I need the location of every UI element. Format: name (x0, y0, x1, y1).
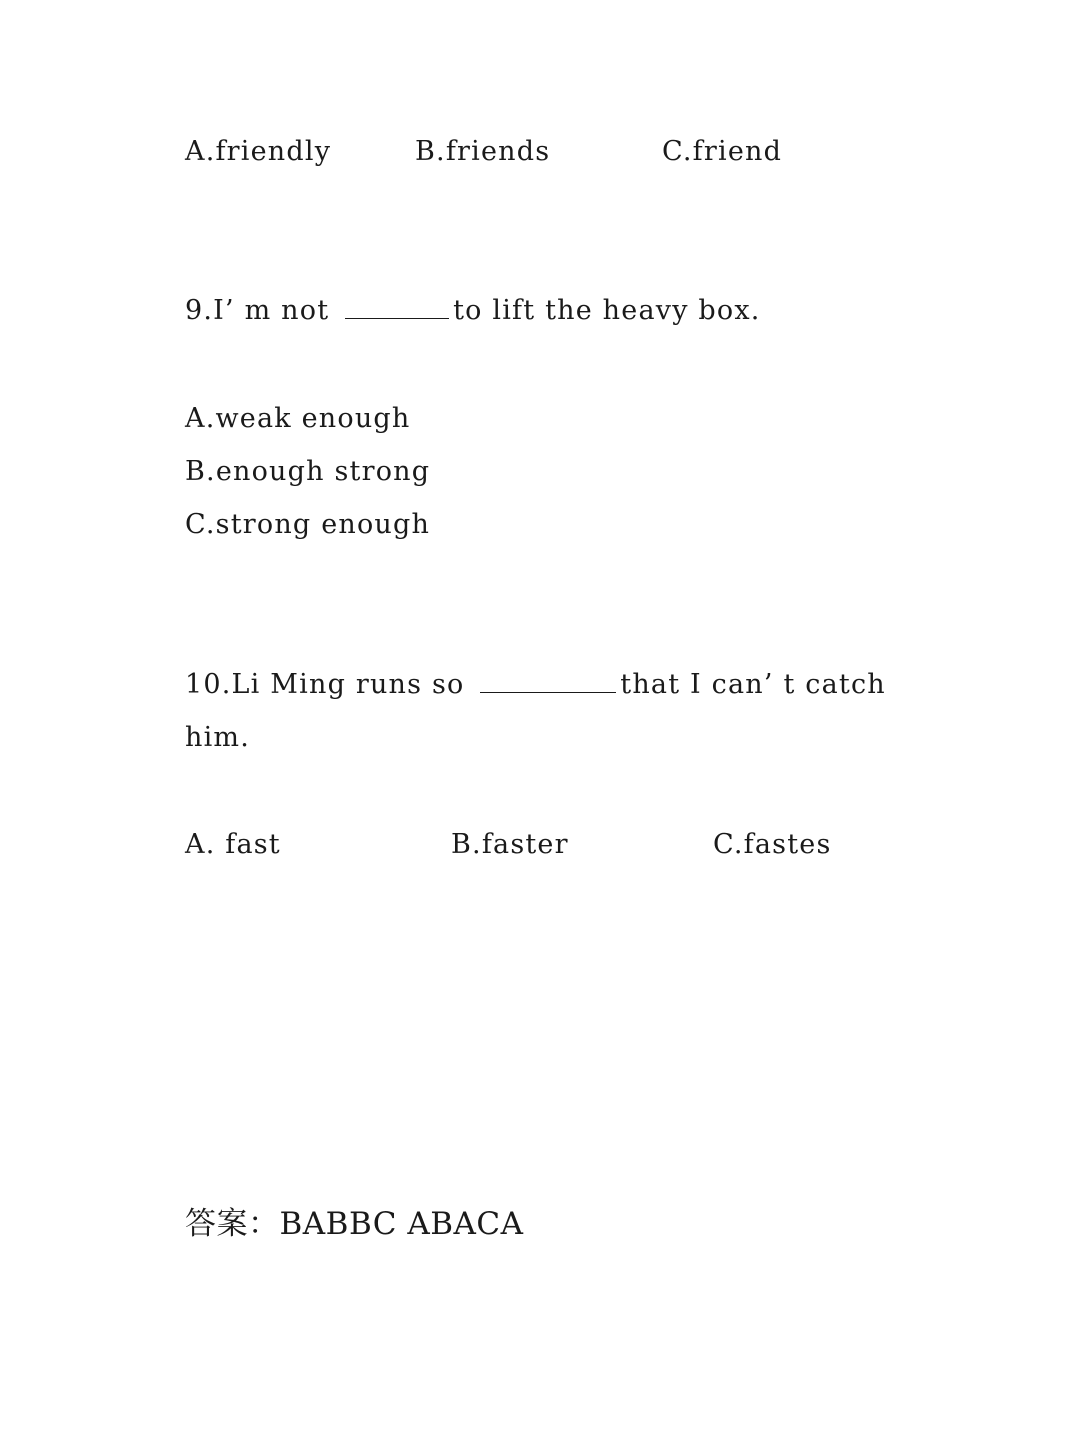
q8-option-c: C.friend (662, 136, 783, 167)
q9-stem (185, 297, 761, 324)
q10-text-after: that I can’ t catch (620, 669, 886, 700)
q10-number: 10. (185, 669, 232, 700)
q8-option-a: A.friendly (185, 136, 332, 167)
q10-option-c: C.fastes (713, 829, 832, 860)
q9-text-before: I’ m not (213, 295, 330, 326)
q10-text-before: Li Ming runs so (231, 669, 465, 700)
q9-text-after: to lift the heavy box. (453, 295, 761, 326)
q10-option-a: A. fast (185, 829, 281, 860)
q9-number: 9. (185, 295, 214, 326)
q9-option-b: B.enough strong (185, 456, 431, 487)
q9-blank (345, 317, 449, 319)
q10-blank (480, 691, 616, 693)
q9-option-a: A.weak enough (185, 403, 411, 434)
q9-option-c: C.strong enough (185, 509, 431, 540)
answer-key: 答案：BABBC ABACA (185, 1206, 524, 1242)
q10-option-b: B.faster (451, 829, 569, 860)
q8-option-b: B.friends (415, 136, 551, 167)
q10-stem (185, 671, 886, 698)
q10-stem-continuation: him. (185, 722, 251, 753)
